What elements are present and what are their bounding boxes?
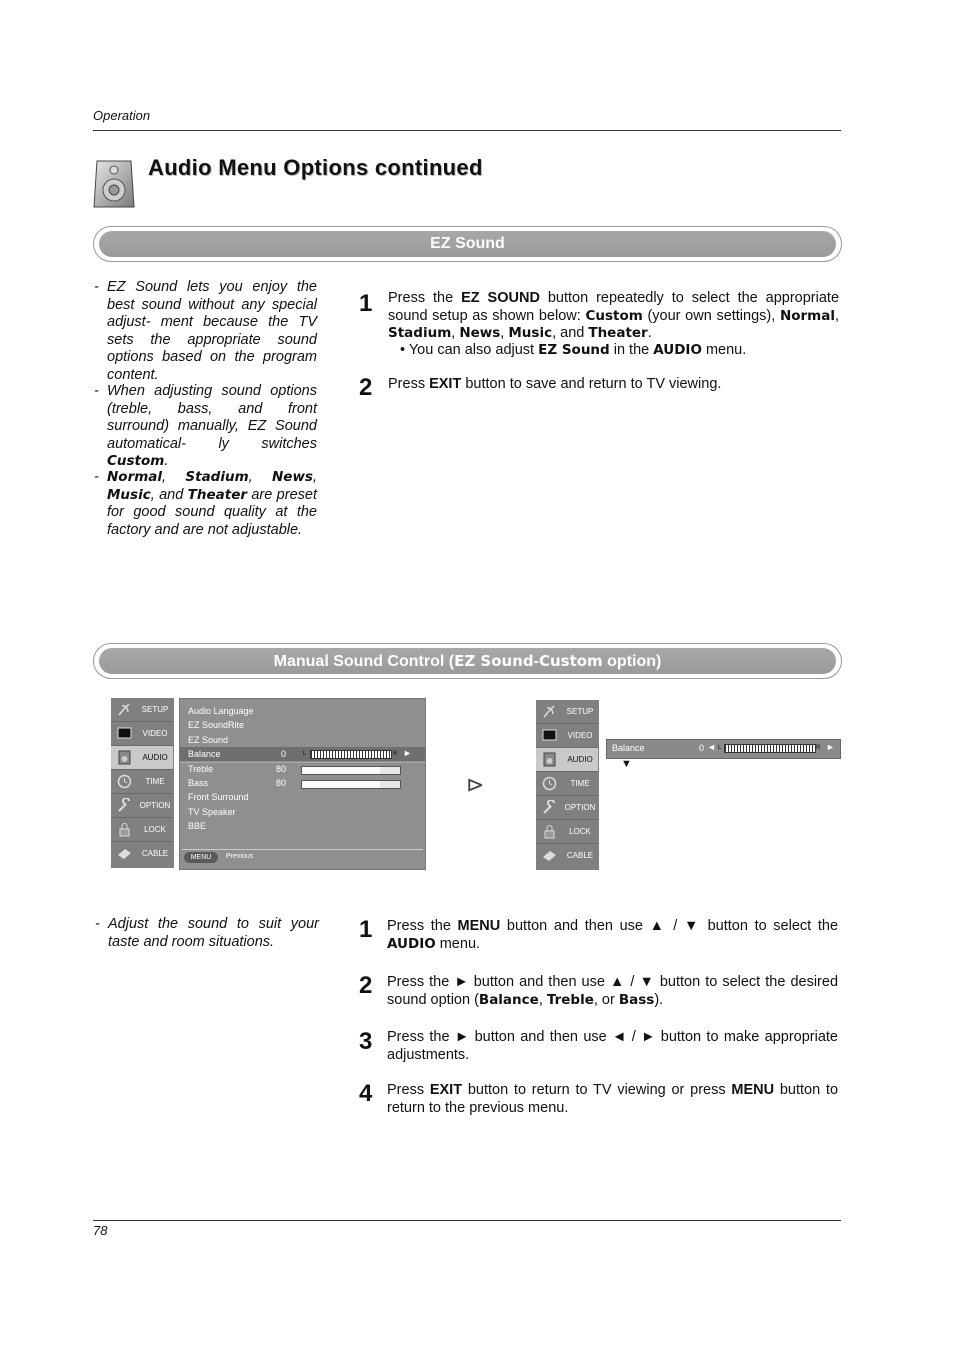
ez-step-1-number: 1: [359, 290, 373, 317]
speaker-icon: [117, 750, 132, 765]
osd-footer-rule: [182, 849, 423, 850]
up-down-arrows-icon: ▲ / ▼: [609, 974, 655, 990]
speaker-icon: [93, 159, 135, 209]
manual-step-3-number: 3: [359, 1028, 373, 1055]
ez-sound-note-3: - Normal, Stadium, News, Music, and Theater are preset for good sound quality at the factory and are not adjustable.: [94, 469, 317, 538]
ez-step-2-number: 2: [359, 374, 373, 401]
osd-previous-label: Previous: [226, 853, 254, 860]
osd-row-ez-sound[interactable]: EZ Sound: [188, 735, 229, 745]
osd-item-audio[interactable]: AUDIO: [536, 748, 598, 772]
manual-step-4-number: 4: [359, 1080, 373, 1107]
osd-treble-value: 80: [276, 764, 287, 774]
manual-step-2-number: 2: [359, 972, 373, 999]
manual-step-1-text: Press the MENU button and then use ▲ / ▼ button to select the AUDIO menu.: [387, 918, 839, 952]
satellite-icon: [542, 704, 557, 719]
manual-step-1-number: 1: [359, 916, 373, 943]
osd-row-ez-soundrite[interactable]: EZ SoundRite: [188, 720, 245, 730]
right-arrow-icon: ►: [454, 974, 469, 990]
osd-audio-panel: [179, 698, 426, 870]
manual-note: - Adjust the sound to suit your taste and room situations.: [95, 916, 319, 950]
osd-row-audio-language[interactable]: Audio Language: [188, 706, 254, 716]
left-arrow-icon: ◄: [707, 742, 716, 752]
osd-menu-button[interactable]: MENU: [184, 852, 218, 863]
ez-sound-section-bar: [93, 226, 842, 262]
clock-icon: [542, 776, 557, 791]
osd-divider: [180, 762, 425, 763]
ez-sound-note-2: - When adjusting sound options (treble, bass, and front surround) manually, EZ Sound automatical- ly switches Custom.: [94, 383, 317, 469]
left-right-arrows-icon: ◄ / ►: [612, 1029, 656, 1045]
cable-icon: [117, 846, 132, 861]
balance-right-marker: R: [393, 751, 398, 757]
page-title: Audio Menu Options continued: [148, 155, 483, 180]
osd-item-cable[interactable]: CABLE: [111, 842, 173, 865]
osd-balance-strip-bar[interactable]: [724, 744, 816, 753]
clock-icon: [117, 774, 132, 789]
osd-item-option[interactable]: OPTION: [536, 796, 598, 820]
osd-item-time[interactable]: TIME: [111, 770, 173, 794]
balance-left-marker: L: [718, 745, 722, 751]
osd-row-balance[interactable]: Balance: [188, 749, 221, 759]
osd-item-cable[interactable]: CABLE: [536, 844, 598, 867]
balance-left-marker: L: [303, 751, 307, 757]
osd-row-treble[interactable]: Treble: [188, 764, 214, 774]
cable-icon: [542, 848, 557, 863]
osd-item-setup[interactable]: SETUP: [536, 700, 598, 724]
down-arrow-icon: ▼: [621, 758, 632, 770]
manual-step-4-text: Press EXIT button to return to TV viewing or press MENU button to return to the previous menu.: [387, 1082, 839, 1116]
osd-item-video[interactable]: VIDEO: [536, 724, 598, 748]
header-rule: [93, 130, 841, 131]
manual-step-3-text: Press the ► button and then use ◄ / ► button to make appropriate adjustments.: [387, 1029, 838, 1063]
osd-row-front-surround[interactable]: Front Surround: [188, 792, 249, 802]
manual-sound-section-bar: [93, 643, 842, 679]
speaker-icon: [542, 752, 557, 767]
ez-step-1-subnote: • You can also adjust EZ Sound in the AUDIO menu.: [400, 342, 747, 358]
ez-step-1-text: Press the EZ SOUND button repeatedly to select the appropriate sound setup as shown below: Custom (your own settings), Normal, Stadium, News, Music, and Theater.: [388, 290, 840, 341]
osd-item-lock[interactable]: LOCK: [536, 820, 598, 844]
osd-item-time[interactable]: TIME: [536, 772, 598, 796]
osd-row-bbe[interactable]: BBE: [188, 821, 207, 831]
satellite-icon: [117, 702, 132, 717]
ez-step-2-text: Press EXIT button to save and return to TV viewing.: [388, 376, 722, 392]
osd-item-option[interactable]: OPTION: [111, 794, 173, 818]
ez-sound-note-1: - EZ Sound lets you enjoy the best sound without any special adjust- ment because the TV sets the appropriate sound options based on the program content.: [94, 279, 317, 383]
right-arrow-icon: ►: [403, 748, 412, 758]
right-arrow-icon: ►: [454, 1029, 470, 1045]
osd-item-setup[interactable]: SETUP: [111, 698, 173, 722]
balance-right-marker: R: [816, 745, 821, 751]
osd-balance-value: 0: [281, 749, 287, 759]
manual-sound-section-title: Manual Sound Control (EZ Sound-Custom option): [99, 648, 836, 674]
lock-icon: [117, 822, 132, 837]
osd-item-lock[interactable]: LOCK: [111, 818, 173, 842]
osd-bass-value: 80: [276, 778, 287, 788]
transition-arrow-icon: ⊳: [466, 772, 485, 797]
page-number: 78: [93, 1223, 108, 1238]
osd-sidebar-right: [536, 700, 599, 870]
osd-bass-slider[interactable]: [301, 780, 401, 789]
manual-step-2-text: Press the ► button and then use ▲ / ▼ button to select the desired sound option (Balance, Treble, or Bass).: [387, 974, 839, 1008]
tv-icon: [542, 728, 557, 743]
osd-balance-strip-value: 0: [699, 743, 705, 753]
osd-balance-strip-label: Balance: [612, 743, 645, 753]
wrench-icon: [542, 800, 557, 815]
osd-sidebar-left: [111, 698, 174, 868]
lock-icon: [542, 824, 557, 839]
wrench-icon: [117, 798, 132, 813]
osd-treble-slider[interactable]: [301, 766, 401, 775]
tv-icon: [117, 726, 132, 741]
ez-sound-section-title: EZ Sound: [99, 231, 836, 257]
osd-row-tv-speaker[interactable]: TV Speaker: [188, 807, 236, 817]
osd-item-video[interactable]: VIDEO: [111, 722, 173, 746]
running-header: Operation: [93, 108, 151, 123]
osd-balance-strip[interactable]: [606, 739, 841, 759]
footer-rule: [93, 1220, 841, 1221]
osd-row-bass[interactable]: Bass: [188, 778, 209, 788]
up-down-arrows-icon: ▲ / ▼: [649, 918, 701, 934]
osd-item-audio[interactable]: AUDIO: [111, 746, 173, 770]
osd-balance-bar[interactable]: [310, 750, 392, 759]
right-arrow-icon: ►: [826, 742, 835, 752]
